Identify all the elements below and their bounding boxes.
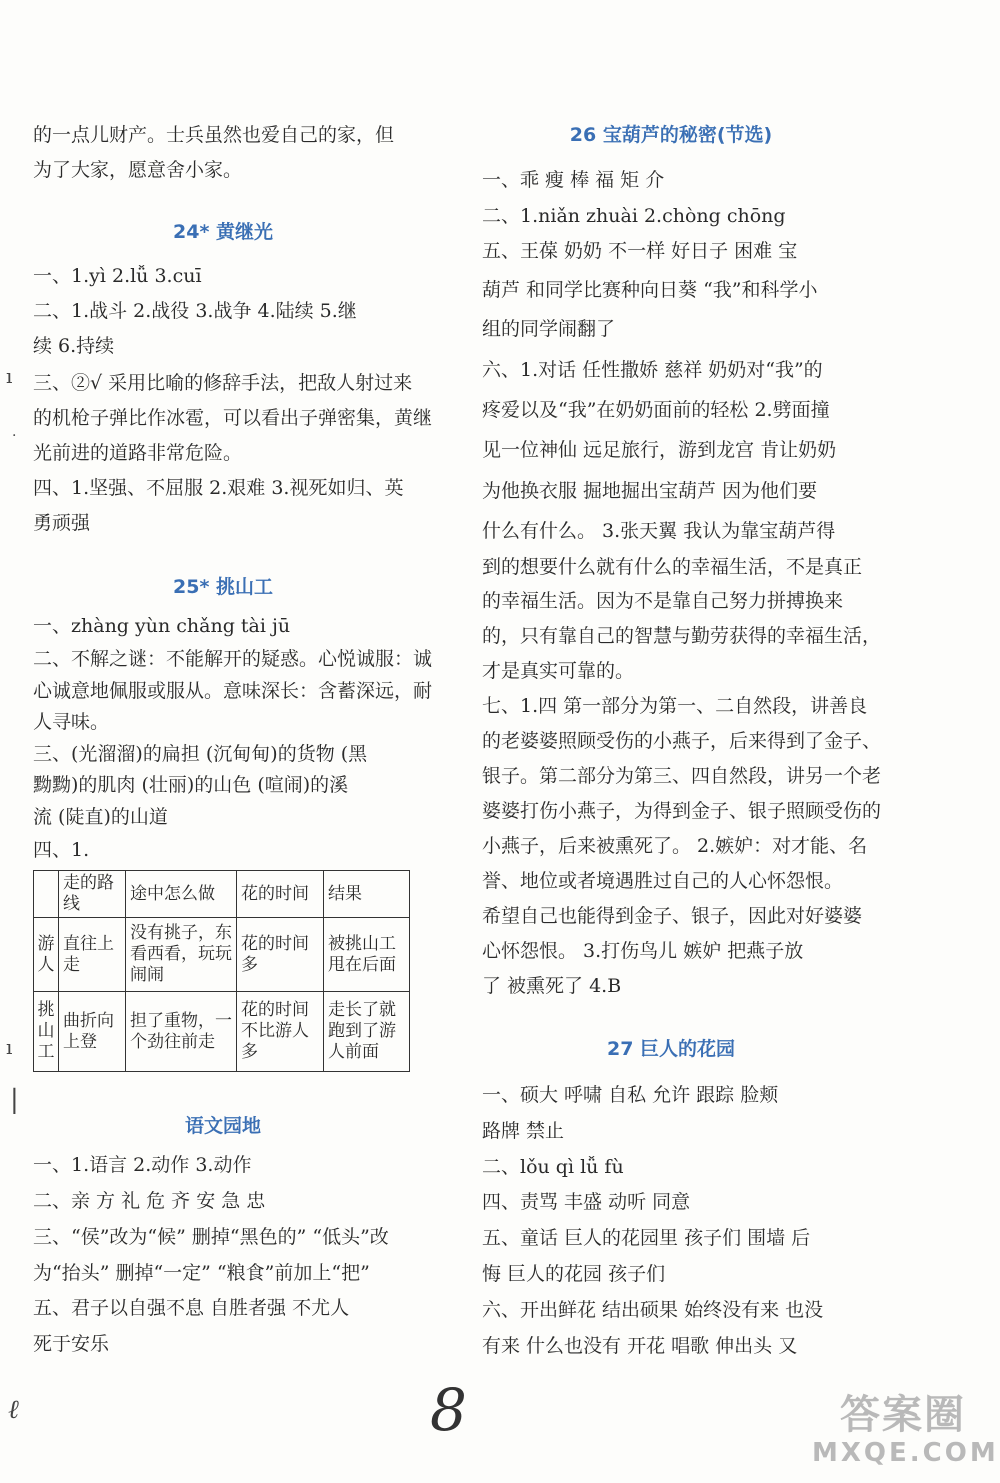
text-line: 五、君子以自强不息 自胜者强 不尤人 <box>33 1297 350 1319</box>
text-line: 人寻味。 <box>33 711 110 733</box>
text-line: 流 (陡直)的山道 <box>33 806 168 828</box>
text-line: 的机枪子弹比作冰雹，可以看出子弹密集，黄继 <box>33 407 433 429</box>
page-number: 8 <box>430 1376 467 1444</box>
watermark-url: MXQE.COM <box>812 1438 999 1468</box>
text-line: 的一点儿财产。士兵虽然也爱自己的家，但 <box>33 124 395 146</box>
table-cell: 担了重物，一个劲往前走 <box>126 992 237 1072</box>
text-line: 死于安乐 <box>33 1333 110 1355</box>
answer-table <box>33 870 410 1072</box>
table-row <box>34 918 410 992</box>
table-header-cell: 花的时间 <box>237 871 324 918</box>
scan-mark: ı <box>6 364 13 388</box>
table-cell: 直往上走 <box>59 918 126 992</box>
table-cell: 走长了就跑到了游人前面 <box>324 992 410 1072</box>
text-line: 三、“侯”改为“候” 删掉“黑色的” “低头”改 <box>33 1226 389 1248</box>
text-line: 一、硕大 呼啸 自私 允许 跟踪 脸颊 <box>482 1084 779 1106</box>
text-line: 二、亲 方 礼 危 齐 安 急 忠 <box>33 1190 266 1212</box>
text-line: 黝黝)的肌肉 (壮丽)的山色 (喧闹)的溪 <box>33 774 349 796</box>
table-header-cell: 结果 <box>324 871 410 918</box>
text-line: 六、1.对话 任性撒娇 慈祥 奶奶对“我”的 <box>482 359 823 381</box>
table-row <box>34 992 410 1072</box>
text-line: 心怀怨恨。 3.打伤鸟儿 嫉妒 把燕子放 <box>482 940 804 962</box>
section-title-yuwen: 语文园地 <box>184 1115 261 1137</box>
text-line: 希望自己也能得到金子、银子，因此对好婆婆 <box>482 905 863 927</box>
text-line: 五、王葆 奶奶 不一样 好日子 困难 宝 <box>482 240 798 262</box>
text-line: 为“抬头” 删掉“一定” “粮食”前加上“把” <box>33 1262 370 1284</box>
text-line: 续 6.持续 <box>33 335 115 357</box>
table-cell: 花的时间不比游人多 <box>237 992 324 1072</box>
text-line: 心诚意地佩服或服从。意味深长：含蓄深远，耐 <box>33 680 433 702</box>
watermark-text: 答案圈 <box>840 1392 966 1438</box>
table-header-row <box>34 871 410 918</box>
text-line: 一、1.yì 2.lǚ 3.cuī <box>33 265 202 287</box>
text-line: 四、1.坚强、不屈服 2.艰难 3.视死如归、英 <box>33 477 404 499</box>
text-line: 二、不解之谜：不能解开的疑惑。心悦诚服：诚 <box>33 648 433 670</box>
table-cell: 花的时间多 <box>237 918 324 992</box>
text-line: 二、lǒu qì lǚ fù <box>482 1156 624 1178</box>
section-title-27: 27 巨人的花园 <box>606 1038 736 1060</box>
text-line: 才是真实可靠的。 <box>482 660 635 682</box>
table-cell: 曲折向上登 <box>59 992 126 1072</box>
text-line: 六、开出鲜花 结出硕果 始终没有来 也没 <box>482 1299 824 1321</box>
text-line: 组的同学闹翻了 <box>482 318 616 340</box>
text-line: 银子。第二部分为第三、四自然段，讲另一个老 <box>482 765 882 787</box>
section-title-24: 24* 黄继光 <box>173 221 273 243</box>
text-line: 疼爱以及“我”在奶奶面前的轻松 2.劈面撞 <box>482 399 830 421</box>
table-cell <box>34 871 59 918</box>
text-line: 葫芦 和同学比赛种向日葵 “我”和科学小 <box>482 279 818 301</box>
text-line: 为他换衣服 掘地掘出宝葫芦 因为他们要 <box>482 480 818 502</box>
text-line: 为了大家，愿意舍小家。 <box>33 159 243 181</box>
section-title-25: 25* 挑山工 <box>173 576 273 598</box>
text-line: 一、1.语言 2.动作 3.动作 <box>33 1154 252 1176</box>
text-line: 小燕子，后来被熏死了。 2.嫉妒：对才能、名 <box>482 835 868 857</box>
text-line: 四、1. <box>33 839 90 861</box>
scan-mark: · <box>12 428 17 444</box>
text-line: 一、乖 瘦 棒 福 矩 介 <box>482 169 665 191</box>
text-line: 的老婆婆照顾受伤的小燕子，后来得到了金子、 <box>482 730 882 752</box>
text-line: 到的想要什么就有什么的幸福生活，不是真正 <box>482 556 863 578</box>
text-line: 什么有什么。 3.张天翼 我认为靠宝葫芦得 <box>482 520 836 542</box>
text-line: 七、1.四 第一部分为第一、二自然段，讲善良 <box>482 695 868 717</box>
scan-mark: ℓ <box>8 1395 19 1425</box>
section-title-26: 26 宝葫芦的秘密(节选) <box>569 124 773 146</box>
text-line: 三、②√ 采用比喻的修辞手法，把敌人射过来 <box>33 372 413 394</box>
text-line: 光前进的道路非常危险。 <box>33 442 243 464</box>
table-header-cell: 途中怎么做 <box>126 871 237 918</box>
text-line: 三、(光溜溜)的扁担 (沉甸甸)的货物 (黑 <box>33 743 368 765</box>
text-line: 四、责骂 丰盛 动听 同意 <box>482 1191 691 1213</box>
scan-mark: | <box>10 1085 19 1115</box>
text-line: 誉、地位或者境遇胜过自己的人心怀怨恨。 <box>482 870 844 892</box>
table-cell: 游人 <box>34 918 59 992</box>
text-line: 五、童话 巨人的花园里 孩子们 围墙 后 <box>482 1227 811 1249</box>
table-cell: 挑山工 <box>34 992 59 1072</box>
table-header-cell: 走的路线 <box>59 871 126 918</box>
text-line: 了 被熏死了 4.B <box>482 975 622 997</box>
text-line: 一、zhàng yùn chǎng tài jū <box>33 615 291 637</box>
text-line: 婆婆打伤小燕子，为得到金子、银子照顾受伤的 <box>482 800 882 822</box>
text-line: 的，只有靠自己的智慧与勤劳获得的幸福生活， <box>482 625 882 647</box>
text-line: 见一位神仙 远足旅行，游到龙宫 肯让奶奶 <box>482 439 837 461</box>
text-line: 悔 巨人的花园 孩子们 <box>482 1263 666 1285</box>
text-line: 的幸福生活。因为不是靠自己努力拼搏换来 <box>482 590 844 612</box>
text-line: 勇顽强 <box>33 512 91 534</box>
table-cell: 没有挑子，东看西看，玩玩闹闹 <box>126 918 237 992</box>
text-line: 二、1.niǎn zhuài 2.chòng chōng <box>482 205 786 227</box>
watermark-logo <box>812 1392 999 1478</box>
table-cell: 被挑山工甩在后面 <box>324 918 410 992</box>
scan-mark: ı <box>6 1035 13 1059</box>
text-line: 有来 什么也没有 开花 唱歌 伸出头 又 <box>482 1335 798 1357</box>
text-line: 二、1.战斗 2.战役 3.战争 4.陆续 5.继 <box>33 300 357 322</box>
text-line: 路牌 禁止 <box>482 1120 565 1142</box>
